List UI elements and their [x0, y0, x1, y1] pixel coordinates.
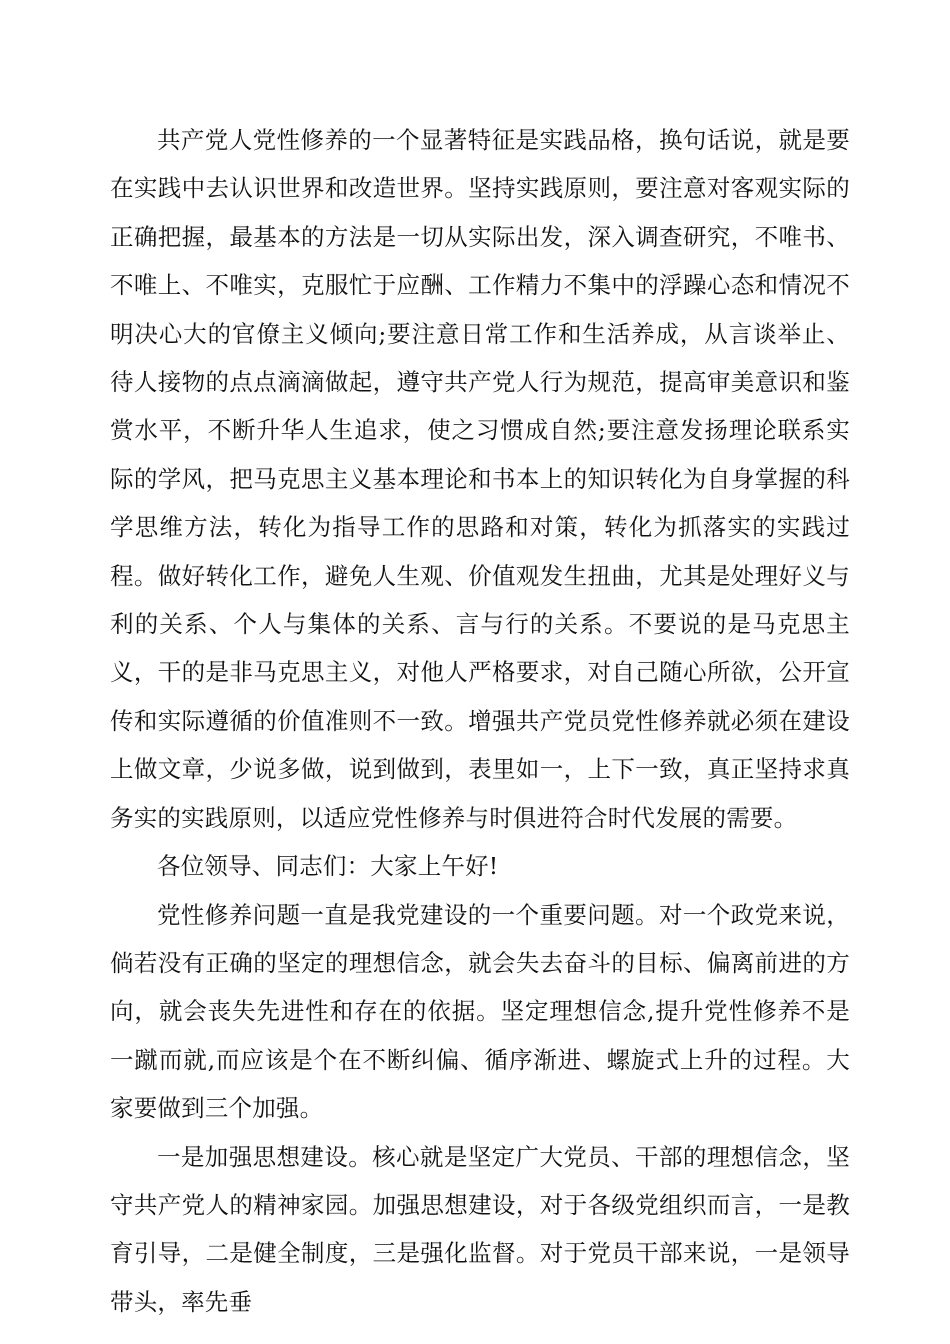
paragraph-practice-character: 共产党人党性修养的一个显著特征是实践品格，换句话说，就是要在实践中去认识世界和改造世界。坚持实践原则，要注意对客观实际的正确把握，最基本的方法是一切从实际出发，深入调查研究，不唯书、不唯上、不唯实，克服忙于应酬、工作精力不集中的浮躁心态和情况不明决心大的官僚主义倾向;要注意日常工作和生活养成，从言谈举止、待人接物的点点滴滴做起，遵守共产党人行为规范，提高审美意识和鉴赏水平，不断升华人生追求，使之习惯成自然;要注意发扬理论联系实际的学风，把马克思主义基本理论和书本上的知识转化为自身掌握的科学思维方法，转化为指导工作的思路和对策，转化为抓落实的实践过程。做好转化工作，避免人生观、价值观发生扭曲，尤其是处理好义与利的关系、个人与集体的关系、言与行的关系。不要说的是马克思主义，干的是非马克思主义，对他人严格要求，对自己随心所欲，公开宣传和实际遵循的价值准则不一致。增强共产党员党性修养就必须在建设上做文章，少说多做，说到做到，表里如一，上下一致，真正坚持求真务实的实践原则，以适应党性修养与时俱进符合时代发展的需要。: [110, 126, 850, 832]
paragraph-party-spirit-issue: 党性修养问题一直是我党建设的一个重要问题。对一个政党来说，倘若没有正确的坚定的理想信念，就会失去奋斗的目标、偏离前进的方向，就会丧失先进性和存在的依据。坚定理想信念,提升党性修养不是一蹴而就,而应该是个在不断纠偏、循序渐进、螺旋式上升的过程。大家要做到三个加强。: [110, 900, 850, 1123]
paragraph-ideological-building: 一是加强思想建设。核心就是坚定广大党员、干部的理想信念，坚守共产党人的精神家园。加强思想建设，对于各级党组织而言，一是教育引导，二是健全制度，三是强化监督。对于党员干部来说，一是领导带头，率先垂: [110, 1142, 850, 1316]
document-page: [110, 116, 850, 1326]
paragraph-greeting: 各位领导、同志们：大家上午好!: [157, 852, 499, 881]
